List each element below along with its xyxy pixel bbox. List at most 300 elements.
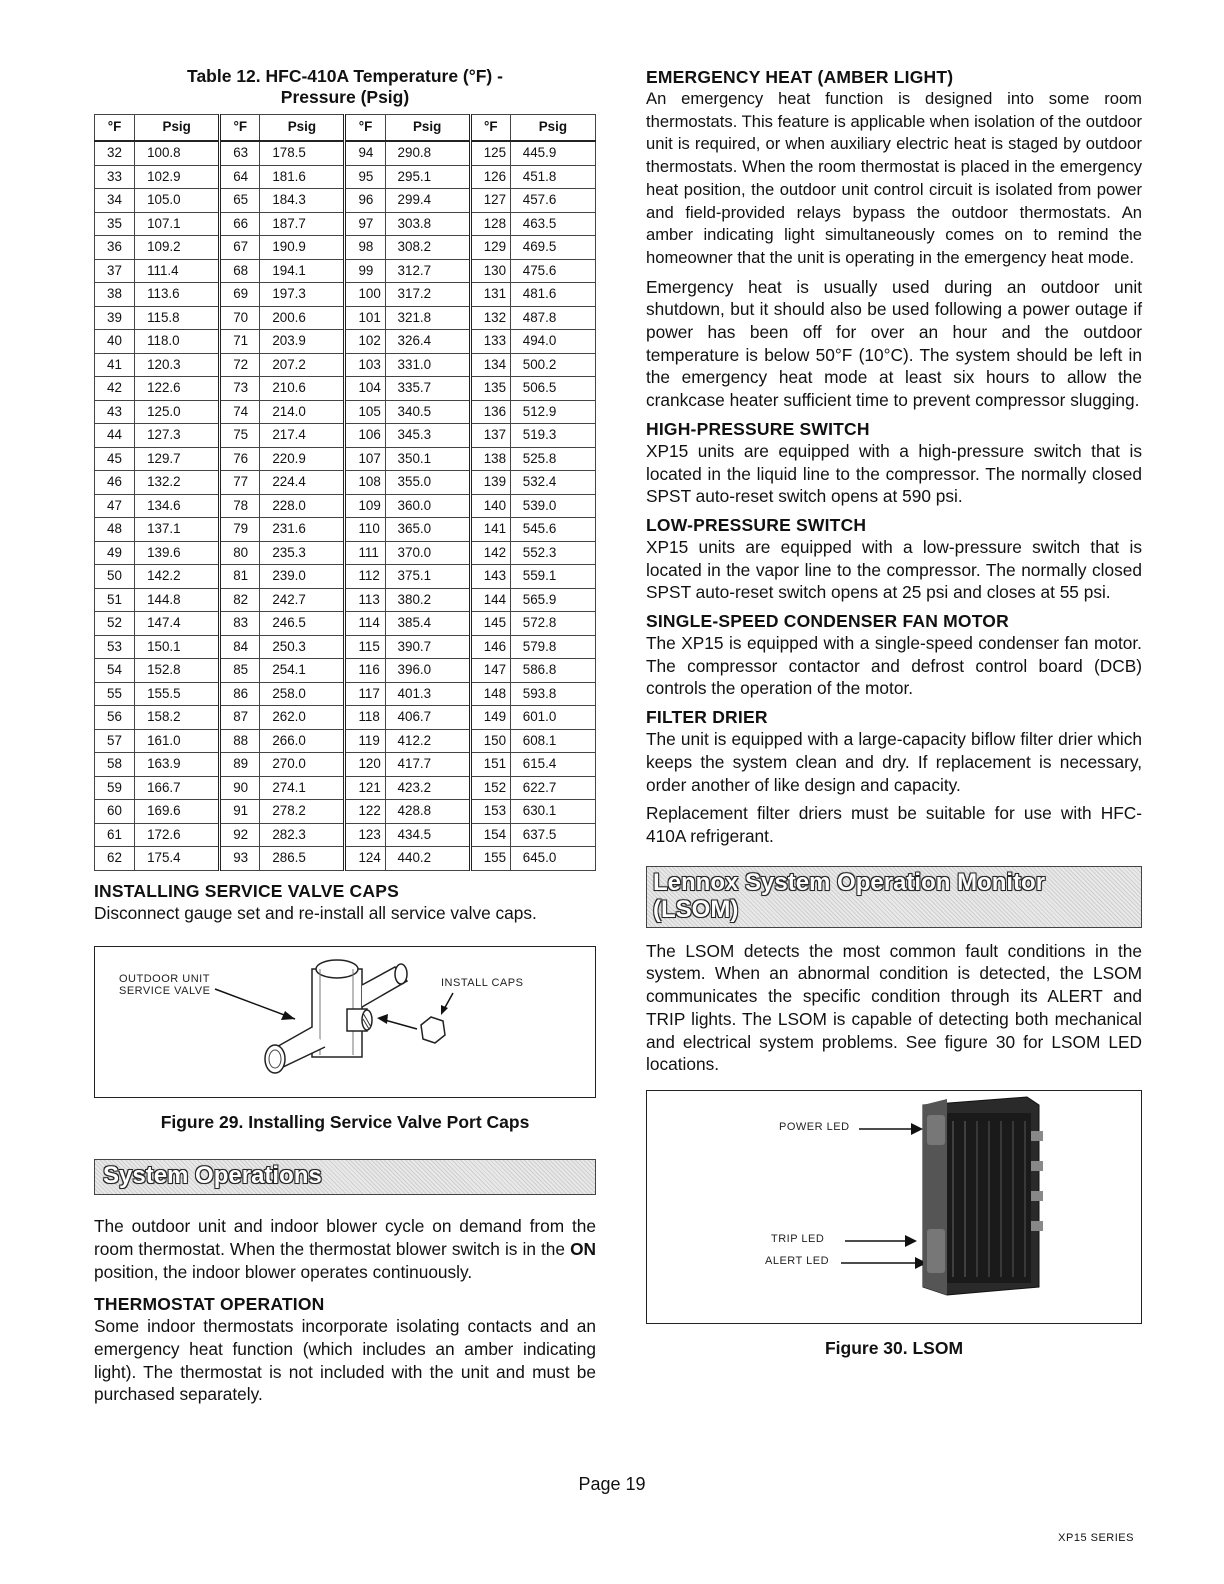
figure-29-caption: Figure 29. Installing Service Valve Port Caps [160, 1112, 530, 1133]
figure-30-caption: Figure 30. LSOM [824, 1337, 964, 1358]
lsom-text: The LSOM detects the most common fault conditions in the system. When an abnormal condition is detected, the LSOM communicates the specific condition through its ALERT and TRIP lights. The LSOM is capable of detecting both mechanical and electrical system problems. See figure 30 for LSOM LED locations. [646, 940, 1142, 1075]
table-cell: 586.8 [510, 659, 595, 683]
table-cell: 147 [470, 659, 510, 683]
table-cell: 125 [470, 141, 510, 165]
emergency-heading: EMERGENCY HEAT (AMBER LIGHT) [646, 67, 954, 87]
table-cell: 545.6 [510, 518, 595, 542]
table-cell: 39 [95, 306, 135, 330]
table-cell: 178.5 [260, 141, 345, 165]
table-cell: 134 [470, 353, 510, 377]
table-cell: 210.6 [260, 377, 345, 401]
table-cell: 97 [345, 212, 385, 236]
table-cell: 107 [345, 447, 385, 471]
table-cell: 102.9 [135, 165, 220, 189]
table-cell: 572.8 [510, 612, 595, 636]
table-row [95, 306, 596, 330]
table-cell: 63 [220, 141, 260, 165]
table-cell: 91 [220, 800, 260, 824]
table-cell: 487.8 [510, 306, 595, 330]
table-cell: 131 [470, 283, 510, 307]
table-cell: 124 [345, 847, 385, 871]
table-row [95, 659, 596, 683]
table-row [95, 729, 596, 753]
table-cell: 113 [345, 588, 385, 612]
thermostat-text: Some indoor thermostats incorporate isolating contacts and an emergency heat function (which includes an amber indicating light). The thermostat is not included with the unit and must be purchased separately. [94, 1316, 596, 1405]
table-cell: 150 [470, 729, 510, 753]
table-cell: 187.7 [260, 212, 345, 236]
table-cell: 250.3 [260, 635, 345, 659]
table-row [95, 424, 596, 448]
table-cell: 132 [470, 306, 510, 330]
table-cell: 645.0 [510, 847, 595, 871]
table-cell: 93 [220, 847, 260, 871]
table-cell: 500.2 [510, 353, 595, 377]
table-row [95, 800, 596, 824]
table-cell: 615.4 [510, 753, 595, 777]
table-cell: 519.3 [510, 424, 595, 448]
table-cell: 122 [345, 800, 385, 824]
table-cell: 50 [95, 565, 135, 589]
table-cell: 117 [345, 682, 385, 706]
table-cell: 34 [95, 189, 135, 213]
table-cell: 100.8 [135, 141, 220, 165]
table-cell: 75 [220, 424, 260, 448]
table-cell: 82 [220, 588, 260, 612]
table-cell: 98 [345, 236, 385, 260]
table-cell: 134.6 [135, 494, 220, 518]
table-cell: 77 [220, 471, 260, 495]
series-label: XP15 SERIES [1058, 1532, 1134, 1544]
table-cell: 228.0 [260, 494, 345, 518]
table-cell: 111.4 [135, 259, 220, 283]
table-cell: 54 [95, 659, 135, 683]
table-cell: 32 [95, 141, 135, 165]
table-cell: 532.4 [510, 471, 595, 495]
table-cell: 412.2 [385, 729, 470, 753]
trip-led-label: TRIP LED [771, 1232, 825, 1245]
outdoor-unit-label: OUTDOOR UNIT SERVICE VALVE [119, 973, 211, 998]
table-cell: 608.1 [510, 729, 595, 753]
table-cell: 44 [95, 424, 135, 448]
table-cell: 144 [470, 588, 510, 612]
table-cell: 58 [95, 753, 135, 777]
table-cell: 321.8 [385, 306, 470, 330]
table-cell: 469.5 [510, 236, 595, 260]
filter-text-2: Replacement filter driers must be suitable for use with HFC-410A refrigerant. [646, 803, 1142, 846]
table-cell: 114 [345, 612, 385, 636]
table-cell: 282.3 [260, 823, 345, 847]
table-cell: 127 [470, 189, 510, 213]
table-cell: 126 [470, 165, 510, 189]
table-cell: 197.3 [260, 283, 345, 307]
table-cell: 630.1 [510, 800, 595, 824]
table-cell: 278.2 [260, 800, 345, 824]
table-header-cell: Psig [135, 115, 220, 142]
fan-motor-heading: SINGLE-SPEED CONDENSER FAN MOTOR [646, 611, 1009, 632]
table-header-cell: Psig [260, 115, 345, 142]
table-cell: 525.8 [510, 447, 595, 471]
table-cell: 148 [470, 682, 510, 706]
table-cell: 151 [470, 753, 510, 777]
table-cell: 115.8 [135, 306, 220, 330]
table-cell: 385.4 [385, 612, 470, 636]
table-cell: 308.2 [385, 236, 470, 260]
table-row [95, 494, 596, 518]
table-cell: 559.1 [510, 565, 595, 589]
table-row [95, 283, 596, 307]
table-cell: 85 [220, 659, 260, 683]
table-cell: 60 [95, 800, 135, 824]
table-cell: 129.7 [135, 447, 220, 471]
table-cell: 90 [220, 776, 260, 800]
high-pressure-heading: HIGH-PRESSURE SWITCH [646, 418, 870, 439]
table-cell: 326.4 [385, 330, 470, 354]
table-cell: 112 [345, 565, 385, 589]
table-cell: 107.1 [135, 212, 220, 236]
table-cell: 161.0 [135, 729, 220, 753]
table-cell: 84 [220, 635, 260, 659]
table-cell: 286.5 [260, 847, 345, 871]
table-cell: 150.1 [135, 635, 220, 659]
table-header-row [95, 115, 596, 142]
table-cell: 94 [345, 141, 385, 165]
table-row [95, 847, 596, 871]
thermostat-heading: THERMOSTAT OPERATION [94, 1294, 325, 1315]
table-cell: 139 [470, 471, 510, 495]
caps-heading: INSTALLING SERVICE VALVE CAPS [94, 880, 399, 901]
table-cell: 137.1 [135, 518, 220, 542]
table-cell: 122.6 [135, 377, 220, 401]
table-cell: 172.6 [135, 823, 220, 847]
table-header-cell: °F [95, 115, 135, 142]
table-cell: 155.5 [135, 682, 220, 706]
figure-29 [94, 946, 596, 1098]
table-cell: 100 [345, 283, 385, 307]
table-cell: 56 [95, 706, 135, 730]
table-cell: 295.1 [385, 165, 470, 189]
high-pressure-text: XP15 units are equipped with a high-pressure switch that is located in the liquid line to the compressor. The normally closed SPST auto-reset switch opens at 590 psi. [646, 440, 1142, 507]
table-cell: 55 [95, 682, 135, 706]
table-row [95, 141, 596, 165]
table-cell: 181.6 [260, 165, 345, 189]
table-cell: 105.0 [135, 189, 220, 213]
table-cell: 59 [95, 776, 135, 800]
table-cell: 163.9 [135, 753, 220, 777]
table-cell: 135 [470, 377, 510, 401]
table-cell: 141 [470, 518, 510, 542]
table-row [95, 471, 596, 495]
table-body [95, 141, 596, 870]
table-cell: 175.4 [135, 847, 220, 871]
table-cell: 78 [220, 494, 260, 518]
table-cell: 69 [220, 283, 260, 307]
table-cell: 133 [470, 330, 510, 354]
pressure-temperature-table [94, 114, 596, 871]
table-cell: 360.0 [385, 494, 470, 518]
table-cell: 552.3 [510, 541, 595, 565]
table-cell: 340.5 [385, 400, 470, 424]
table-cell: 35 [95, 212, 135, 236]
table-cell: 137 [470, 424, 510, 448]
table-cell: 370.0 [385, 541, 470, 565]
table-cell: 217.4 [260, 424, 345, 448]
table-cell: 95 [345, 165, 385, 189]
table-cell: 81 [220, 565, 260, 589]
table-cell: 512.9 [510, 400, 595, 424]
low-pressure-heading: LOW-PRESSURE SWITCH [646, 514, 867, 535]
table-cell: 121 [345, 776, 385, 800]
table-cell: 99 [345, 259, 385, 283]
table-row [95, 823, 596, 847]
lsom-module-illustration [647, 1091, 1141, 1321]
table-cell: 42 [95, 377, 135, 401]
table-cell: 72 [220, 353, 260, 377]
table-cell: 423.2 [385, 776, 470, 800]
table-cell: 303.8 [385, 212, 470, 236]
table-cell: 140 [470, 494, 510, 518]
table-cell: 104 [345, 377, 385, 401]
table-cell: 239.0 [260, 565, 345, 589]
table-cell: 47 [95, 494, 135, 518]
table-row [95, 706, 596, 730]
table-cell: 207.2 [260, 353, 345, 377]
service-valve-illustration [95, 947, 595, 1095]
table-cell: 365.0 [385, 518, 470, 542]
table-cell: 200.6 [260, 306, 345, 330]
table-cell: 406.7 [385, 706, 470, 730]
table-header-cell: °F [470, 115, 510, 142]
table-cell: 62 [95, 847, 135, 871]
table-header-cell: °F [220, 115, 260, 142]
table-cell: 130 [470, 259, 510, 283]
table-cell: 390.7 [385, 635, 470, 659]
table-cell: 33 [95, 165, 135, 189]
table-cell: 52 [95, 612, 135, 636]
table-cell: 153 [470, 800, 510, 824]
table-cell: 83 [220, 612, 260, 636]
table-cell: 169.6 [135, 800, 220, 824]
table-cell: 457.6 [510, 189, 595, 213]
table-cell: 119 [345, 729, 385, 753]
table-cell: 155 [470, 847, 510, 871]
table-cell: 67 [220, 236, 260, 260]
table-cell: 40 [95, 330, 135, 354]
table-cell: 475.6 [510, 259, 595, 283]
table-row [95, 236, 596, 260]
table-row [95, 541, 596, 565]
table-cell: 194.1 [260, 259, 345, 283]
table-cell: 147.4 [135, 612, 220, 636]
table-cell: 355.0 [385, 471, 470, 495]
table-cell: 49 [95, 541, 135, 565]
table-cell: 622.7 [510, 776, 595, 800]
table-cell: 335.7 [385, 377, 470, 401]
table-cell: 401.3 [385, 682, 470, 706]
table-cell: 115 [345, 635, 385, 659]
table-cell: 70 [220, 306, 260, 330]
table-cell: 481.6 [510, 283, 595, 307]
table-row [95, 682, 596, 706]
table-cell: 506.5 [510, 377, 595, 401]
table-cell: 101 [345, 306, 385, 330]
table-cell: 46 [95, 471, 135, 495]
table-cell: 36 [95, 236, 135, 260]
table-cell: 125.0 [135, 400, 220, 424]
table-cell: 299.4 [385, 189, 470, 213]
table-cell: 231.6 [260, 518, 345, 542]
table-cell: 43 [95, 400, 135, 424]
table-cell: 38 [95, 283, 135, 307]
table-cell: 579.8 [510, 635, 595, 659]
table-cell: 106 [345, 424, 385, 448]
table-cell: 68 [220, 259, 260, 283]
table-cell: 184.3 [260, 189, 345, 213]
table-row [95, 447, 596, 471]
table-cell: 317.2 [385, 283, 470, 307]
table-cell: 45 [95, 447, 135, 471]
table-cell: 235.3 [260, 541, 345, 565]
table-cell: 152 [470, 776, 510, 800]
table-cell: 266.0 [260, 729, 345, 753]
lsom-banner: Lennox System Operation Monitor (LSOM) [646, 866, 1142, 928]
table-row [95, 400, 596, 424]
table-cell: 132.2 [135, 471, 220, 495]
system-operations-banner: System Operations [94, 1159, 596, 1195]
table-cell: 120.3 [135, 353, 220, 377]
table-cell: 565.9 [510, 588, 595, 612]
table-cell: 246.5 [260, 612, 345, 636]
table-row [95, 377, 596, 401]
system-operations-text: The outdoor unit and indoor blower cycle on demand from the room thermostat. When the thermostat blower switch is in the ON position, the indoor blower operates continuously. [94, 1216, 596, 1282]
table-cell: 270.0 [260, 753, 345, 777]
table-cell: 380.2 [385, 588, 470, 612]
table-cell: 116 [345, 659, 385, 683]
table-cell: 128 [470, 212, 510, 236]
table-row [95, 212, 596, 236]
install-caps-label: INSTALL CAPS [441, 977, 524, 990]
table-cell: 86 [220, 682, 260, 706]
table-cell: 290.8 [385, 141, 470, 165]
table-cell: 539.0 [510, 494, 595, 518]
table-cell: 451.8 [510, 165, 595, 189]
table-cell: 66 [220, 212, 260, 236]
table-cell: 120 [345, 753, 385, 777]
filter-text-1: The unit is equipped with a large-capacity biflow filter drier which keeps the system clean and dry. If replacement is necessary, order another of like design and capacity. [646, 729, 1142, 795]
table-cell: 138 [470, 447, 510, 471]
table-cell: 166.7 [135, 776, 220, 800]
power-led-label: POWER LED [779, 1120, 850, 1133]
table-cell: 53 [95, 635, 135, 659]
table-cell: 274.1 [260, 776, 345, 800]
table-row [95, 635, 596, 659]
table-cell: 41 [95, 353, 135, 377]
table-cell: 463.5 [510, 212, 595, 236]
table-cell: 127.3 [135, 424, 220, 448]
table-cell: 434.5 [385, 823, 470, 847]
table-row [95, 259, 596, 283]
table-cell: 445.9 [510, 141, 595, 165]
low-pressure-text: XP15 units are equipped with a low-pressure switch that is located in the vapor line to the compressor. The normally closed SPST auto-reset switch opens at 25 psi and closes at 55 psi. [646, 536, 1142, 603]
table-cell: 637.5 [510, 823, 595, 847]
table-cell: 312.7 [385, 259, 470, 283]
caps-text: Disconnect gauge set and re-install all service valve caps. [94, 902, 537, 923]
table-cell: 71 [220, 330, 260, 354]
table-cell: 593.8 [510, 682, 595, 706]
table-cell: 254.1 [260, 659, 345, 683]
table-cell: 224.4 [260, 471, 345, 495]
left-column [94, 66, 596, 1412]
table-cell: 110 [345, 518, 385, 542]
table-cell: 37 [95, 259, 135, 283]
table-cell: 74 [220, 400, 260, 424]
table-header-cell: Psig [385, 115, 470, 142]
table-cell: 417.7 [385, 753, 470, 777]
table-cell: 214.0 [260, 400, 345, 424]
table-title: Table 12. HFC-410A Temperature (°F) - Pressure (Psig) [187, 66, 503, 107]
table-cell: 145 [470, 612, 510, 636]
table-cell: 158.2 [135, 706, 220, 730]
table-cell: 108 [345, 471, 385, 495]
table-cell: 331.0 [385, 353, 470, 377]
table-cell: 350.1 [385, 447, 470, 471]
table-cell: 88 [220, 729, 260, 753]
table-cell: 111 [345, 541, 385, 565]
table-cell: 105 [345, 400, 385, 424]
emergency-text-2: Emergency heat is usually used during an outdoor unit shutdown, but it should also be used following a power outage if power has been off for over an hour and the outdoor temperature is below 50°F (10°C). The system should be left in the emergency heat mode at least six hours to allow the crankcase heater sufficient time to prevent compressor slugging. [646, 276, 1142, 411]
table-cell: 109.2 [135, 236, 220, 260]
fan-motor-text: The XP15 is equipped with a single-speed condenser fan motor. The compressor contactor and defrost control board (DCB) controls the operation of the motor. [646, 633, 1142, 699]
table-row [95, 612, 596, 636]
table-cell: 494.0 [510, 330, 595, 354]
table-row [95, 189, 596, 213]
table-cell: 146 [470, 635, 510, 659]
table-cell: 440.2 [385, 847, 470, 871]
table-row [95, 330, 596, 354]
table-cell: 345.3 [385, 424, 470, 448]
table-cell: 113.6 [135, 283, 220, 307]
table-cell: 80 [220, 541, 260, 565]
table-cell: 129 [470, 236, 510, 260]
table-cell: 428.8 [385, 800, 470, 824]
alert-led-label: ALERT LED [765, 1254, 830, 1267]
table-cell: 64 [220, 165, 260, 189]
table-cell: 262.0 [260, 706, 345, 730]
table-row [95, 518, 596, 542]
filter-heading: FILTER DRIER [646, 707, 768, 728]
table-cell: 139.6 [135, 541, 220, 565]
table-cell: 76 [220, 447, 260, 471]
table-cell: 109 [345, 494, 385, 518]
table-cell: 142 [470, 541, 510, 565]
table-cell: 96 [345, 189, 385, 213]
table-cell: 190.9 [260, 236, 345, 260]
table-row [95, 588, 596, 612]
table-cell: 152.8 [135, 659, 220, 683]
table-cell: 118.0 [135, 330, 220, 354]
table-header-cell: °F [345, 115, 385, 142]
table-cell: 144.8 [135, 588, 220, 612]
table-cell: 601.0 [510, 706, 595, 730]
table-cell: 102 [345, 330, 385, 354]
table-cell: 143 [470, 565, 510, 589]
table-cell: 142.2 [135, 565, 220, 589]
table-cell: 149 [470, 706, 510, 730]
table-cell: 79 [220, 518, 260, 542]
table-cell: 57 [95, 729, 135, 753]
table-cell: 92 [220, 823, 260, 847]
table-cell: 220.9 [260, 447, 345, 471]
table-cell: 396.0 [385, 659, 470, 683]
